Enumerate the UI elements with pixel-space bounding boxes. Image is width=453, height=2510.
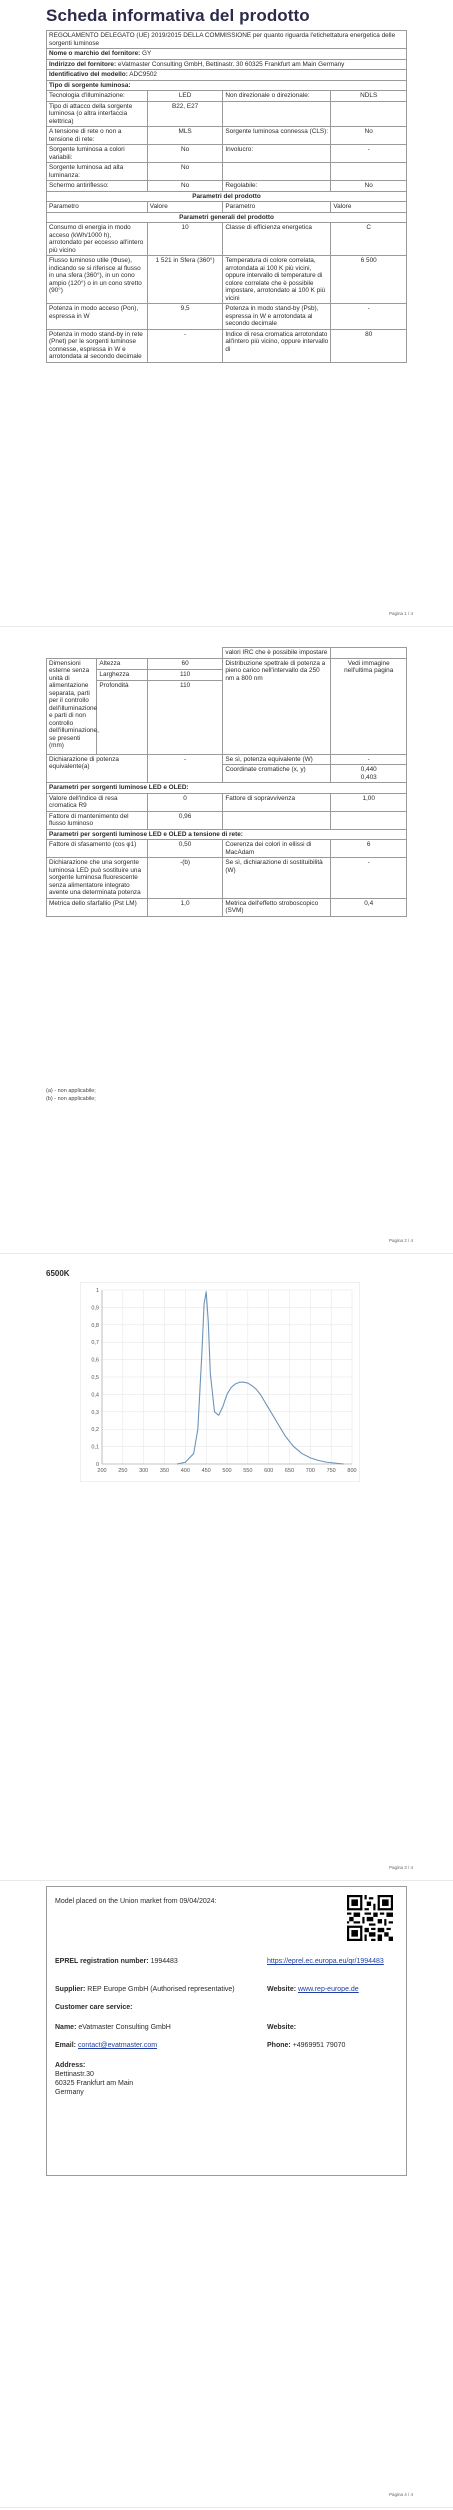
y-tick-label: 0 (95, 1462, 99, 1468)
param-label: Valore dell'indice di resa cromatica R9 (47, 793, 148, 811)
eprel-info-box (46, 1886, 407, 2176)
y-tick-label: 0,8 (91, 1322, 99, 1329)
supplier-name-label: Nome o marchio del fornitore: (49, 50, 141, 57)
supplier-row (55, 1985, 235, 1995)
x-tick-label: 800 (347, 1468, 357, 1474)
care-address-label: Address: (55, 2062, 86, 2069)
x-tick-label: 700 (305, 1468, 315, 1474)
param-label: Dichiarazione che una sorgente luminosa LED può sostituire una sorgente luminosa fluorescente senza alimentatore integrato avente una determinata potenza (47, 858, 148, 899)
type-row-value: No (147, 163, 223, 181)
param-value: - (147, 329, 223, 362)
param-row (47, 304, 407, 330)
page-number: Pagina 3 / 4 (388, 1865, 413, 1870)
x-tick-label: 600 (264, 1468, 274, 1474)
params-header-v2: Valore (331, 202, 407, 213)
param-label-2: Potenza in modo stand-by (Psb), espressa in W e arrotondata al secondo decimale (223, 304, 331, 330)
care-website-label: Website: (267, 2024, 297, 2031)
document-title: Scheda informativa del prodotto (46, 6, 310, 25)
model-label: Identificativo del modello: (49, 71, 128, 78)
param-row (47, 223, 407, 256)
equivalent-power-label: Dichiarazione di potenza equivalente(a) (47, 754, 148, 783)
param-label-2: Temperatura di colore correlata, arrotondata ai 100 K più vicini, oppure intervallo di temperature di colore correlate che è possibile impostare, arrotondato ai 100 K più vicini (223, 256, 331, 304)
param-row (47, 793, 407, 811)
param-value: 0 (147, 793, 223, 811)
led-params-title: Parametri per sorgenti luminose LED e OLED: (47, 783, 407, 794)
dim-height-value: 60 (147, 658, 223, 669)
care-address-line1: Bettinastr.30 (55, 2071, 94, 2078)
care-address (55, 2061, 133, 2097)
supplier-address-value: eVatmaster Consulting GmbH, Bettinastr. 30 60325 Frankfurt am Main Germany (117, 60, 345, 68)
type-row-value: No (147, 181, 223, 192)
type-row-label-2: Non direzionale o direzionale: (223, 91, 331, 102)
regulation-text: REGOLAMENTO DELEGATO (UE) 2019/2015 DELLA COMMISSIONE per quanto riguarda l'etichettatura energetica delle sorgenti luminose (47, 31, 407, 49)
param-value: 9,5 (147, 304, 223, 330)
info-table (46, 30, 407, 363)
care-phone-value: +4969951 79070 (292, 2042, 346, 2049)
model-value: ADC9502 (129, 71, 157, 78)
eprel-reg-label: EPREL registration number: (55, 1958, 149, 1965)
type-row-value-2: - (331, 145, 407, 163)
customer-care-title: Customer care service: (55, 2004, 133, 2011)
param-value-2: 1,00 (331, 793, 407, 811)
eprel-link-wrap (267, 1957, 397, 1967)
param-value-2: - (331, 858, 407, 899)
type-row-label-2 (223, 163, 331, 181)
type-row-value: No (147, 145, 223, 163)
param-value-2: 6 (331, 840, 407, 858)
supplier-value: REP Europe GmbH (Authorised representative) (87, 1986, 235, 1993)
type-row-label: Tipo di attacco della sorgente luminosa (o altra interfaccia elettrica) (47, 101, 148, 127)
page-1 (0, 0, 453, 627)
mains-params-title: Parametri per sorgenti luminose LED e OLED a tensione di rete: (47, 829, 407, 840)
supplier-name-row (47, 49, 407, 60)
type-row-value-2: No (331, 181, 407, 192)
dim-depth-value: 110 (147, 680, 223, 754)
type-row-label: Sorgente luminosa a colori variabili: (47, 145, 148, 163)
param-value-2: 80 (331, 329, 407, 362)
y-tick-label: 0,1 (91, 1444, 99, 1451)
supplier-address-row (47, 59, 407, 70)
spectral-distribution-value: Vedi immagine nell'ultima pagina (331, 658, 407, 754)
y-tick-label: 0,9 (91, 1305, 99, 1312)
dim-width-label: Larghezza (97, 669, 147, 680)
placed-on-market: Model placed on the Union market from 09/04/2024: (55, 1898, 217, 1905)
website-label: Website: (267, 1986, 297, 1993)
light-source-type-label: Tipo di sorgente luminosa: (47, 80, 407, 91)
param-value-2: 0,4 (331, 898, 407, 916)
type-row-value-2: NDLS (331, 91, 407, 102)
type-row (47, 145, 407, 163)
supplier-address-label: Indirizzo del fornitore: (49, 60, 117, 68)
dim-width-value: 110 (147, 669, 223, 680)
chromaticity-value (331, 765, 407, 783)
param-label: Fattore di mantenimento del flusso luminoso (47, 811, 148, 829)
qr-code-icon[interactable] (347, 1895, 393, 1941)
equivalent-power-w-label: Se sì, potenza equivalente (W) (223, 754, 331, 765)
type-row (47, 91, 407, 102)
care-email-row (55, 2041, 157, 2051)
param-value-2: 6 500 (331, 256, 407, 304)
x-tick-label: 350 (159, 1468, 170, 1474)
type-row (47, 101, 407, 127)
param-value: 0,96 (147, 811, 223, 829)
spectral-distribution-label: Distribuzione spettrale di potenza a pieno carico nell'intervallo da 250 nm a 800 nm (223, 658, 331, 754)
param-label-2: Classe di efficienza energetica (223, 223, 331, 256)
param-label-2: Coerenza dei colori in ellissi di MacAdam (223, 840, 331, 858)
y-tick-label: 0,4 (91, 1392, 99, 1399)
param-value-2 (331, 811, 407, 829)
chart-frame (80, 1282, 360, 1482)
x-tick-label: 650 (284, 1468, 295, 1474)
type-row-value-2: No (331, 127, 407, 145)
page-number: Pagina 4 / 4 (388, 2492, 413, 2497)
page-4 (0, 1881, 453, 2508)
type-row (47, 127, 407, 145)
chromaticity-x: 0,440 (360, 766, 377, 773)
care-name-value: eVatmaster Consulting GmbH (78, 2024, 171, 2031)
eprel-reg-value: 1994483 (150, 1958, 178, 1965)
model-row (47, 70, 407, 81)
param-label: Potenza in modo acceso (Pon), espressa in W (47, 304, 148, 330)
y-tick-label: 0,2 (91, 1427, 99, 1434)
y-tick-label: 1 (95, 1288, 99, 1294)
type-row-label: A tensione di rete o non a tensione di rete: (47, 127, 148, 145)
care-email-link[interactable]: contact@evatmaster.com (77, 2042, 158, 2049)
param-row (47, 898, 407, 916)
type-row-value-2 (331, 101, 407, 127)
type-row-label-2: Regolabile: (223, 181, 331, 192)
eprel-registration (55, 1957, 178, 1967)
page-3 (0, 1254, 453, 1881)
param-value-2: - (331, 304, 407, 330)
type-row (47, 163, 407, 181)
param-label-2: Se sì, dichiarazione di sostituibilità (W) (223, 858, 331, 899)
care-phone-label: Phone: (267, 2042, 291, 2049)
type-row-label: Sorgente luminosa ad alta luminanza: (47, 163, 148, 181)
param-value: 0,50 (147, 840, 223, 858)
care-address-line3: Germany (55, 2089, 84, 2096)
care-address-line2: 60325 Frankfurt am Main (55, 2080, 134, 2087)
x-tick-label: 450 (201, 1468, 211, 1474)
chromaticity-label: Coordinate cromatiche (x, y) (223, 765, 331, 783)
care-phone-row (267, 2041, 345, 2051)
x-tick-label: 300 (139, 1468, 149, 1474)
page-number: Pagina 1 / 4 (388, 611, 413, 616)
type-row-label: Schermo antiriflesso: (47, 181, 148, 192)
param-label: Potenza in modo stand-by in rete (Pnet) per le sorgenti luminose connesse, espressa in W e arrotondata al secondo decimale (47, 329, 148, 362)
y-tick-label: 0,5 (91, 1375, 99, 1381)
chromaticity-y: 0,403 (360, 773, 377, 781)
param-value: 1,0 (147, 898, 223, 916)
type-row-label-2: Involucro: (223, 145, 331, 163)
y-tick-label: 0,6 (91, 1357, 99, 1364)
footnote-a: (a) - non applicabile; (46, 1088, 96, 1094)
type-row-label-2: Sorgente luminosa connessa (CLS): (223, 127, 331, 145)
general-params-title: Parametri generali del prodotto (47, 212, 407, 223)
website-link[interactable]: www.rep-europe.de (298, 1986, 359, 1993)
param-row (47, 840, 407, 858)
dim-depth-label: Profondità (97, 680, 147, 754)
param-value-2: C (331, 223, 407, 256)
care-website-row (267, 2023, 296, 2033)
cri-continued-text: valori IRC che è possibile impostare (223, 648, 331, 659)
equivalent-power-value: - (147, 754, 223, 783)
supplier-label: Supplier: (55, 1986, 86, 1993)
x-tick-label: 550 (243, 1468, 253, 1474)
dimensions-label: Dimensioni esterne senza unità di alimentazione separata, parti per il controllo dell'illuminazione e parti di non controllo dell'illuminazione, se presenti (mm) (47, 658, 97, 754)
param-label: Flusso luminoso utile (Φuse), indicando se si riferisce al flusso in una sfera (360°), in un cono ampio (120°) o in un cono stretto (90°) (47, 256, 148, 304)
y-tick-label: 0,3 (91, 1409, 99, 1416)
care-email-label: Email: (55, 2042, 77, 2049)
type-row-value: MLS (147, 127, 223, 145)
param-value: 1 521 in Sfera (360°) (147, 256, 223, 304)
param-value: 10 (147, 223, 223, 256)
equivalent-power-w-value: - (331, 754, 407, 765)
x-tick-label: 200 (97, 1468, 107, 1474)
type-row (47, 181, 407, 192)
type-row-value-2 (331, 163, 407, 181)
param-value: -(b) (147, 858, 223, 899)
dim-height-label: Altezza (97, 658, 147, 669)
param-row (47, 256, 407, 304)
param-label-2 (223, 811, 331, 829)
type-row-value: B22, E27 (147, 101, 223, 127)
param-row (47, 329, 407, 362)
type-row-value: LED (147, 91, 223, 102)
param-label: Consumo di energia in modo acceso (kWh/1000 h), arrotondato per eccesso all'intero più vicino (47, 223, 148, 256)
spectral-distribution-chart (80, 1282, 360, 1482)
x-tick-label: 750 (326, 1468, 336, 1474)
y-tick-label: 0,7 (91, 1340, 99, 1347)
page-2 (0, 627, 453, 1254)
supplier-name-value: GY (142, 50, 152, 57)
param-label: Fattore di sfasamento (cos φ1) (47, 840, 148, 858)
param-label-2: Indice di resa cromatica arrotondato all'intero più vicino, oppure intervallo di (223, 329, 331, 362)
param-row (47, 811, 407, 829)
care-name-row (55, 2023, 171, 2033)
param-label-2: Metrica dell'effetto stroboscopico (SVM) (223, 898, 331, 916)
type-row-label: Tecnologia d'illuminazione: (47, 91, 148, 102)
param-label: Metrica dello sfarfallio (Pst LM) (47, 898, 148, 916)
website-row (267, 1985, 359, 1995)
x-tick-label: 400 (180, 1468, 190, 1474)
params-header-p2: Parametro (223, 202, 331, 213)
param-label-2: Fattore di sopravvivenza (223, 793, 331, 811)
footnotes (46, 1087, 96, 1103)
x-tick-label: 250 (118, 1468, 128, 1474)
params-table-continued (46, 647, 407, 917)
params-header-p1: Parametro (47, 202, 148, 213)
type-row-label-2 (223, 101, 331, 127)
footnote-b: (b) - non applicabile; (46, 1096, 96, 1102)
x-tick-label: 500 (222, 1468, 232, 1474)
page-number: Pagina 2 / 4 (388, 1238, 413, 1243)
care-name-label: Name: (55, 2024, 77, 2031)
chart-title: 6500K (46, 1269, 70, 1278)
params-title: Parametri del prodotto (47, 191, 407, 202)
params-header-v1: Valore (147, 202, 223, 213)
eprel-link[interactable]: https://eprel.ec.europa.eu/qr/1994483 (267, 1958, 384, 1965)
param-row (47, 858, 407, 899)
